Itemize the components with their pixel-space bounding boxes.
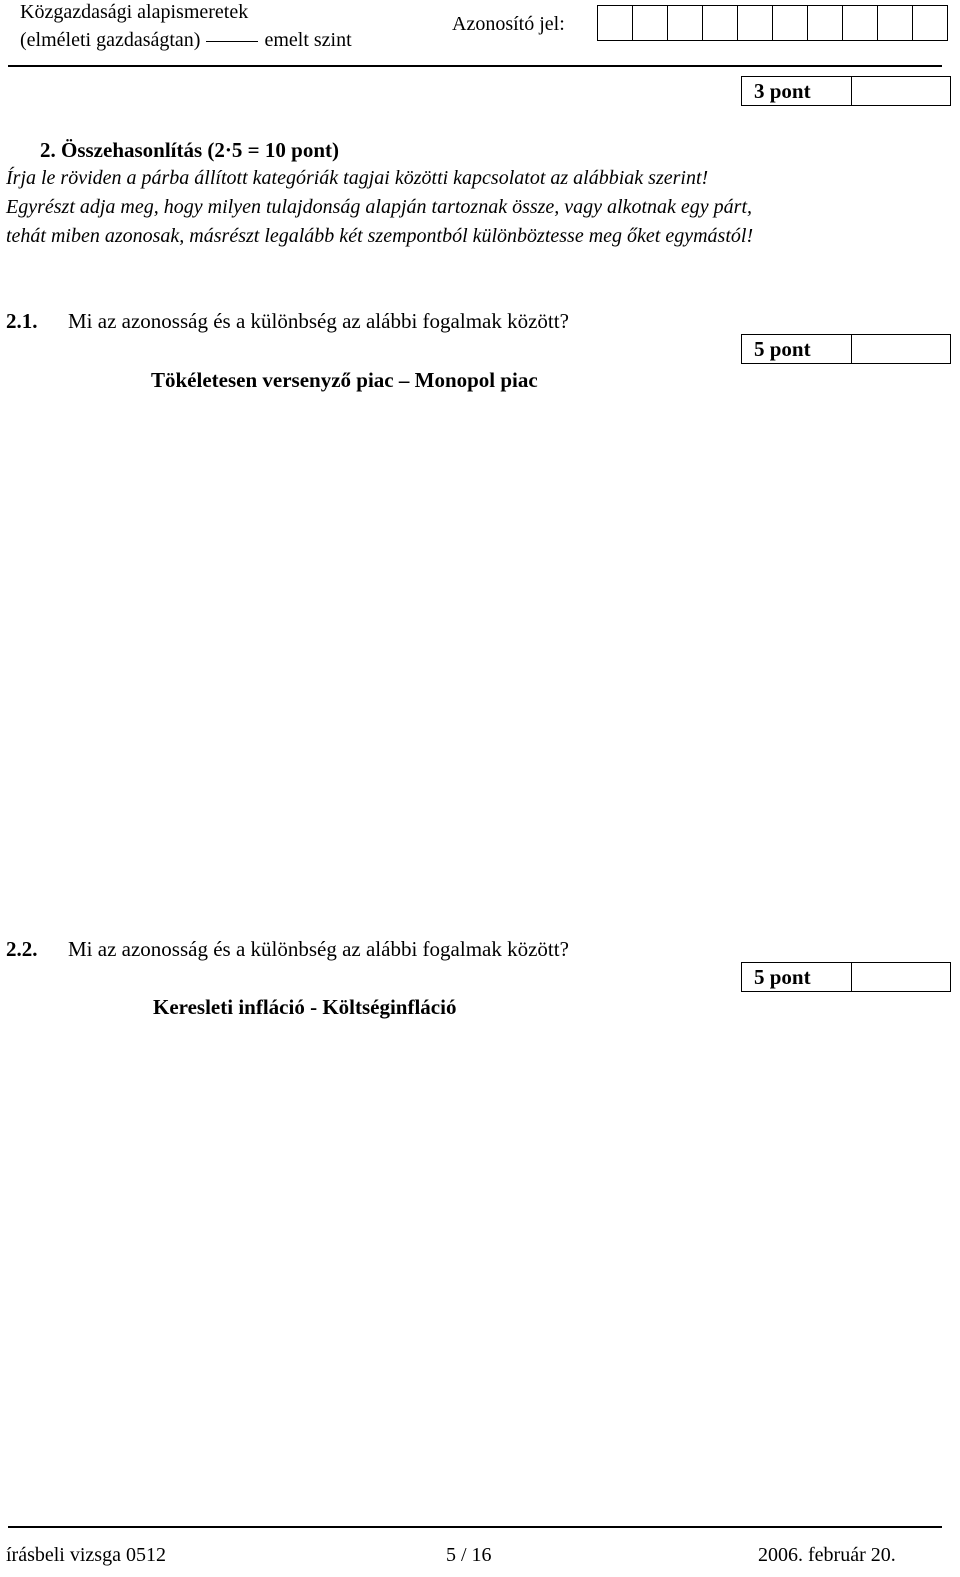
id-box[interactable]	[667, 5, 703, 41]
header-level-left: (elméleti gazdaságtan)	[20, 29, 201, 51]
score-box-top	[741, 76, 951, 106]
id-box[interactable]	[597, 5, 633, 41]
id-box[interactable]	[807, 5, 843, 41]
id-box[interactable]	[912, 5, 948, 41]
header-dash	[206, 41, 258, 42]
question-text: Mi az azonosság és a különbség az alábbi fogalmak között?	[68, 309, 569, 333]
score-label: 5 pont	[742, 963, 852, 991]
id-box[interactable]	[737, 5, 773, 41]
question-subject: Keresleti infláció - Költséginfláció	[153, 995, 457, 1019]
header-level	[20, 28, 352, 52]
score-field[interactable]	[852, 77, 950, 105]
header-level-right: emelt szint	[264, 29, 352, 51]
id-label: Azonosító jel:	[452, 13, 565, 35]
question-text: Mi az azonosság és a különbség az alábbi fogalmak között?	[68, 937, 569, 961]
score-field[interactable]	[852, 963, 950, 991]
id-box[interactable]	[772, 5, 808, 41]
id-box[interactable]	[632, 5, 668, 41]
question-number: 2.1.	[6, 309, 38, 333]
score-box-q2	[741, 962, 951, 992]
header-divider	[8, 65, 942, 67]
footer-page-number: 5 / 16	[446, 1544, 492, 1566]
header-subject: Közgazdasági alapismeretek	[20, 1, 249, 23]
question-subject: Tökéletesen versenyző piac – Monopol piac	[151, 368, 538, 392]
instruction-line: Egyrészt adja meg, hogy milyen tulajdonság alapján tartoznak össze, vagy alkotnak egy párt,	[6, 196, 753, 218]
footer-date: 2006. február 20.	[758, 1544, 896, 1566]
instruction-line: Írja le röviden a párba állított kategóriák tagjai közötti kapcsolatot az alábbiak szerint!	[6, 167, 709, 189]
question-number: 2.2.	[6, 937, 38, 961]
id-boxes[interactable]	[598, 5, 948, 41]
footer-divider	[8, 1526, 942, 1528]
score-label: 5 pont	[742, 335, 852, 363]
instruction-line: tehát miben azonosak, másrészt legalább két szempontból különböztesse meg őket egymástól!	[6, 225, 754, 247]
id-box[interactable]	[702, 5, 738, 41]
score-label: 3 pont	[742, 77, 852, 105]
footer-exam-code: írásbeli vizsga 0512	[6, 1544, 166, 1566]
score-field[interactable]	[852, 335, 950, 363]
id-box[interactable]	[842, 5, 878, 41]
score-box-q1	[741, 334, 951, 364]
section-title: 2. Összehasonlítás (2·5 = 10 pont)	[40, 138, 339, 162]
id-box[interactable]	[877, 5, 913, 41]
